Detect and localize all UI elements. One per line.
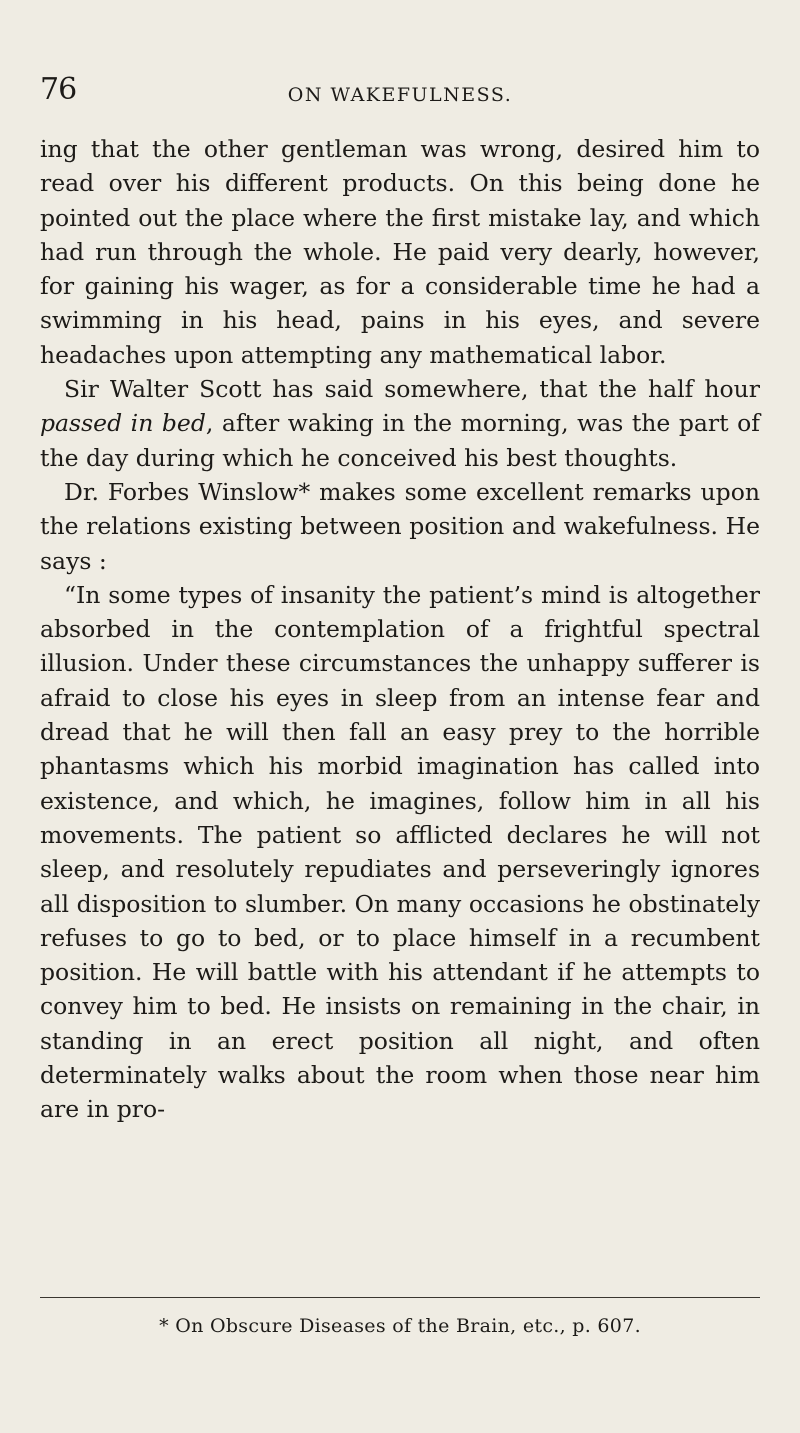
running-head	[40, 72, 760, 112]
paragraph-continued: ing that the other gentleman was wrong, desired him to read over his different products. On this being done he pointed out the place where the first mistake lay, and which had run through the whole. He paid very dearly, however, for gaining his wager, as for a considerable time he had a swimming in his head, pains in his eyes, and severe headaches upon attempting any mathematical labor.	[40, 135, 760, 369]
footnote-divider	[40, 1297, 760, 1298]
paragraph-text: Sir Walter Scott has said somewhere, that the half hour	[64, 375, 760, 404]
footnote: * On Obscure Diseases of the Brain, etc., p. 607.	[159, 1315, 641, 1337]
body-text	[40, 132, 760, 1127]
page-number: 76	[40, 72, 77, 107]
paragraph-quotation: “In some types of insanity the patient’s mind is altogether absorbed in the contemplation of a frightful spectral illusion. Under these circumstances the unhappy sufferer is afraid to close his eyes in sleep from an intense fear and dread that he will then fall an easy prey to the horrible phantasms which his morbid imagination has called into existence, and which, he imagines, follow him in all his movements. The patient so afflicted declares he will not sleep, and resolutely repudiates and perseveringly ignores all disposition to slumber. On many occasions he obstinately refuses to go to bed, or to place himself in a recumbent position. He will battle with his attendant if he attempts to convey him to bed. He insists on remaining in the chair, in standing in an erect position all night, and often determinately walks about the room when those near him are in pro-	[40, 580, 760, 1124]
paragraph-text: , after waking in the morning, was the part of the day during which he conceived his best thoughts.	[40, 409, 760, 472]
paragraph-walter-scott	[40, 372, 760, 475]
paragraph-winslow: Dr. Forbes Winslow* makes some excellent remarks upon the relations existing between position and wakefulness. He says :	[40, 477, 760, 575]
running-title: ON WAKEFULNESS.	[287, 84, 513, 106]
italic-phrase: passed in bed	[40, 409, 206, 438]
